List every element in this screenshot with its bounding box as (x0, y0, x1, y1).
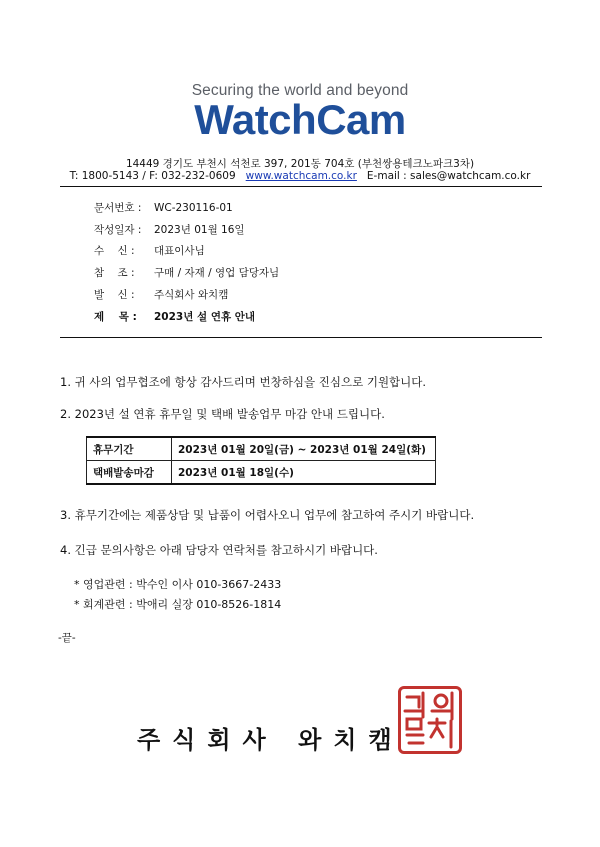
sender-value: 주식회사 와치캠 (154, 289, 229, 301)
subject-row (94, 309, 255, 324)
email: E-mail : sales@watchcam.co.kr (366, 170, 531, 182)
paragraph-4: 4. 긴급 문의사항은 아래 담당자 연락처를 참고하시기 바랍니다. (60, 543, 378, 557)
holiday-table (86, 436, 436, 485)
cc-value: 구매 / 자재 / 영업 담당자님 (154, 267, 280, 279)
sender-row (94, 287, 228, 302)
table-value: 2023년 01월 20일(금) ~ 2023년 01월 24일(화) (172, 437, 436, 461)
subject-label: 제 목 : (94, 311, 137, 323)
table-row (87, 437, 436, 461)
end-mark: -끝- (58, 632, 76, 644)
recipient-row (94, 243, 205, 258)
table-value: 2023년 01월 18일(수) (172, 461, 436, 485)
company-seal (398, 686, 462, 754)
phone-fax: T: 1800-5143 / F: 032-232-0609 (69, 170, 236, 182)
company-logo: WatchCam (194, 96, 406, 143)
sender-label: 발 신 : (94, 289, 135, 301)
company-address: 14449 경기도 부천시 석천로 397, 201동 704호 (부천쌍용테크노파크3차) (125, 158, 475, 170)
recipient-label: 수 신 : (94, 245, 135, 257)
cc-label: 참 조 : (94, 267, 135, 279)
logo-tagline: Securing the world and beyond (191, 82, 409, 99)
date-value: 2023년 01월 16일 (154, 224, 245, 236)
table-key: 휴무기간 (87, 437, 172, 461)
website-link[interactable]: www.watchcam.co.kr (245, 170, 357, 182)
table-row (87, 461, 436, 485)
paragraph-3: 3. 휴무기간에는 제품상담 및 납품이 어렵사오니 업무에 참고하여 주시기 바랍니다. (60, 508, 475, 522)
meta-divider (60, 337, 542, 338)
seal-stamp-icon (401, 689, 459, 751)
doc-number-row (94, 200, 233, 215)
paragraph-1: 1. 귀 사의 업무협조에 항상 감사드리며 번창하심을 진심으로 기원합니다. (60, 375, 427, 389)
doc-number-value: WC-230116-01 (154, 202, 233, 214)
subject-value: 2023년 설 연휴 안내 (154, 311, 256, 323)
date-row (94, 222, 245, 237)
paragraph-2: 2. 2023년 설 연휴 휴무일 및 택배 발송업무 마감 안내 드립니다. (60, 407, 385, 421)
company-contact-line (0, 170, 600, 182)
cc-row (94, 265, 279, 280)
contact-sales: * 영업관련 : 박수인 이사 010-3667-2433 (74, 578, 282, 591)
doc-number-label: 문서번호 : (94, 202, 142, 214)
company-signature: 주식회사 와치캠 (137, 726, 404, 754)
table-key: 택배발송마감 (87, 461, 172, 485)
header-divider (60, 186, 542, 187)
date-label: 작성일자 : (94, 224, 142, 236)
contact-accounting: * 회계관련 : 박애리 실장 010-8526-1814 (74, 598, 282, 611)
recipient-value: 대표이사님 (154, 245, 205, 257)
